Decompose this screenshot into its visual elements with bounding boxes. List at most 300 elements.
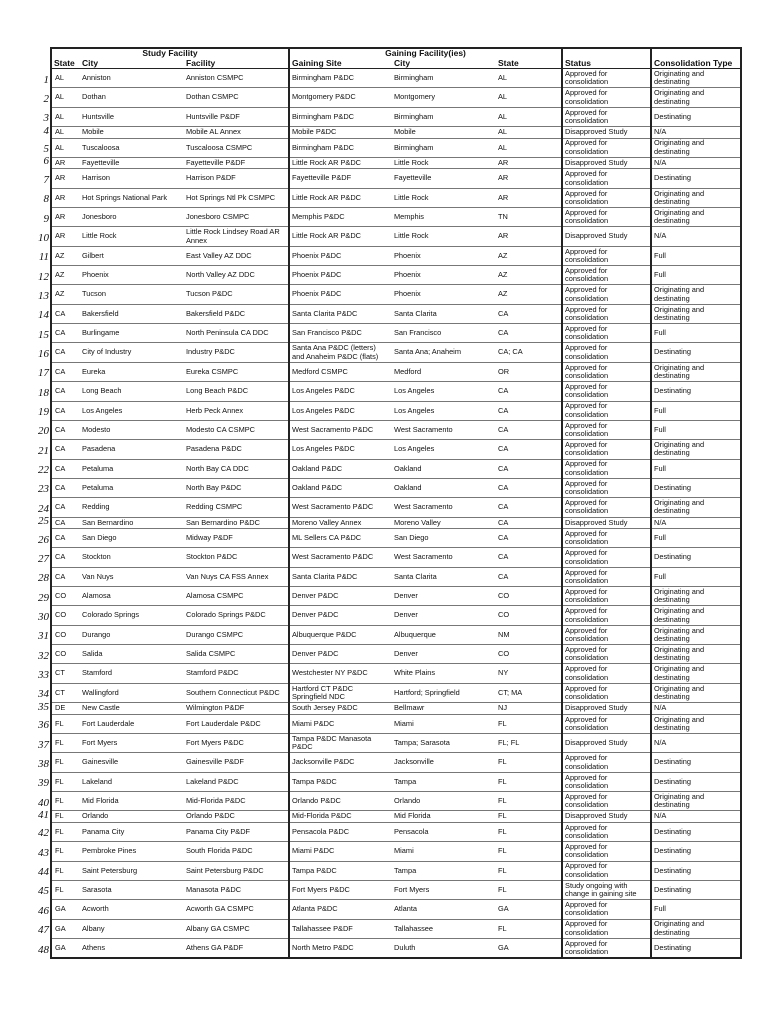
status-cell: Disapproved Study (562, 517, 651, 529)
gaining-state-cell: CT; MA (496, 683, 562, 702)
city-cell: Harrison (80, 169, 184, 188)
city-cell: Panama City (80, 822, 184, 841)
state-cell: AL (51, 138, 80, 157)
facility-cell: Anniston CSMPC (184, 69, 289, 88)
consolidation-type-cell: Full (651, 266, 741, 285)
status-cell: Approved for consolidation (562, 587, 651, 606)
city-cell: Gilbert (80, 246, 184, 265)
table-row (51, 880, 741, 899)
status-cell: Approved for consolidation (562, 645, 651, 664)
gaining-state-cell: AL (496, 107, 562, 126)
row-number: 14 (38, 309, 49, 321)
gaining-site-cell: Atlanta P&DC (289, 900, 392, 919)
table-row (51, 304, 741, 323)
gaining-state-cell: CA (496, 498, 562, 517)
gaining-site-cell: Los Angeles P&DC (289, 382, 392, 401)
consolidation-type-cell: Originating and destinating (651, 138, 741, 157)
facility-cell: Van Nuys CA FSS Annex (184, 567, 289, 586)
state-cell: CA (51, 567, 80, 586)
city-cell: Saint Petersburg (80, 861, 184, 880)
consolidation-type-cell: Full (651, 420, 741, 439)
row-number: 44 (38, 866, 49, 878)
status-cell: Approved for consolidation (562, 208, 651, 227)
state-cell: FL (51, 792, 80, 811)
gaining-city-cell: Mid Florida (392, 811, 496, 823)
gaining-site-cell: Little Rock AR P&DC (289, 227, 392, 246)
state-cell: AR (51, 208, 80, 227)
status-cell: Disapproved Study (562, 227, 651, 246)
facility-cell: Colorado Springs P&DC (184, 606, 289, 625)
city-cell: Modesto (80, 420, 184, 439)
consolidation-type-cell: Destinating (651, 169, 741, 188)
table-row (51, 478, 741, 497)
row-number: 12 (38, 271, 49, 283)
gaining-site-cell: Memphis P&DC (289, 208, 392, 227)
gaining-site-cell: Miami P&DC (289, 842, 392, 861)
facility-cell: San Bernardino P&DC (184, 517, 289, 529)
consolidation-table (50, 47, 742, 959)
city-cell: Gainesville (80, 753, 184, 772)
facility-cell: Alamosa CSMPC (184, 587, 289, 606)
gaining-city-cell: Atlanta (392, 900, 496, 919)
gaining-city-cell: Santa Ana; Anaheim (392, 343, 496, 362)
gaining-site-cell: Pensacola P&DC (289, 822, 392, 841)
city-cell: San Bernardino (80, 517, 184, 529)
gaining-state-header: State (496, 58, 562, 69)
consolidation-type-cell: Full (651, 324, 741, 343)
row-number: 47 (38, 924, 49, 936)
gaining-state-cell: CA (496, 529, 562, 548)
row-number: 40 (38, 797, 49, 809)
facility-cell: Fort Myers P&DC (184, 734, 289, 753)
gaining-state-cell: TN (496, 208, 562, 227)
city-cell: Dothan (80, 88, 184, 107)
status-cell: Approved for consolidation (562, 567, 651, 586)
table-row (51, 792, 741, 811)
city-cell: Orlando (80, 811, 184, 823)
state-cell: FL (51, 880, 80, 899)
table-body (51, 69, 741, 959)
table-row (51, 753, 741, 772)
status-cell: Study ongoing with change in gaining site (562, 880, 651, 899)
city-cell: Sarasota (80, 880, 184, 899)
gaining-state-cell: AR (496, 157, 562, 169)
row-number: 26 (38, 534, 49, 546)
consolidation-type-cell: N/A (651, 811, 741, 823)
gaining-site-cell: Santa Clarita P&DC (289, 567, 392, 586)
facility-cell: South Florida P&DC (184, 842, 289, 861)
state-cell: FL (51, 822, 80, 841)
city-cell: Los Angeles (80, 401, 184, 420)
consolidation-type-cell: N/A (651, 703, 741, 715)
city-cell: Mid Florida (80, 792, 184, 811)
status-cell: Approved for consolidation (562, 246, 651, 265)
gaining-state-cell: AR (496, 188, 562, 207)
row-number: 19 (38, 406, 49, 418)
city-cell: Fort Lauderdale (80, 714, 184, 733)
gaining-city-cell: Tampa (392, 772, 496, 791)
status-cell: Approved for consolidation (562, 420, 651, 439)
facility-cell: Eureka CSMPC (184, 362, 289, 381)
table-row (51, 683, 741, 702)
facility-cell: Bakersfield P&DC (184, 304, 289, 323)
status-cell: Approved for consolidation (562, 107, 651, 126)
city-cell: Eureka (80, 362, 184, 381)
gaining-state-cell: FL (496, 753, 562, 772)
city-cell: Van Nuys (80, 567, 184, 586)
city-cell: Little Rock (80, 227, 184, 246)
gaining-site-cell: Fort Myers P&DC (289, 880, 392, 899)
state-cell: CT (51, 664, 80, 683)
gaining-city-cell: White Plains (392, 664, 496, 683)
facility-cell: Industry P&DC (184, 343, 289, 362)
gaining-state-cell: NJ (496, 703, 562, 715)
gaining-state-cell: CA (496, 382, 562, 401)
facility-cell: Wilmington P&DF (184, 703, 289, 715)
row-number: 7 (43, 174, 49, 186)
consolidation-type-cell: Full (651, 246, 741, 265)
status-cell: Approved for consolidation (562, 169, 651, 188)
row-number: 10 (38, 232, 49, 244)
state-cell: FL (51, 734, 80, 753)
gaining-state-cell: FL; FL (496, 734, 562, 753)
row-number: 34 (38, 688, 49, 700)
column-header-row (51, 58, 741, 69)
city-cell: Wallingford (80, 683, 184, 702)
gaining-state-cell: CA; CA (496, 343, 562, 362)
state-cell: CA (51, 401, 80, 420)
gaining-state-cell: CA (496, 401, 562, 420)
gaining-state-cell: CA (496, 324, 562, 343)
row-number: 45 (38, 885, 49, 897)
consolidation-type-cell: Destinating (651, 861, 741, 880)
city-cell: Colorado Springs (80, 606, 184, 625)
gaining-city-cell: Phoenix (392, 266, 496, 285)
gaining-state-cell: CO (496, 587, 562, 606)
consolidation-type-cell: N/A (651, 227, 741, 246)
facility-cell: North Bay CA DDC (184, 459, 289, 478)
gaining-state-cell: CO (496, 645, 562, 664)
status-cell: Disapproved Study (562, 703, 651, 715)
gaining-site-cell: Westchester NY P&DC (289, 664, 392, 683)
facility-cell: North Valley AZ DDC (184, 266, 289, 285)
consolidation-type-cell: Originating and destinating (651, 362, 741, 381)
consolidation-type-cell: Originating and destinating (651, 606, 741, 625)
consolidation-type-cell: Full (651, 459, 741, 478)
gaining-site-cell: Albuquerque P&DC (289, 625, 392, 644)
status-cell: Approved for consolidation (562, 625, 651, 644)
state-cell: CA (51, 304, 80, 323)
status-cell: Approved for consolidation (562, 362, 651, 381)
gaining-site-cell: Tampa P&DC (289, 861, 392, 880)
city-cell: Stockton (80, 548, 184, 567)
status-cell: Approved for consolidation (562, 919, 651, 938)
group-header-row (51, 48, 741, 58)
gaining-state-cell: CA (496, 440, 562, 459)
status-cell: Disapproved Study (562, 734, 651, 753)
table-row (51, 266, 741, 285)
state-cell: CA (51, 362, 80, 381)
state-cell: AR (51, 188, 80, 207)
status-cell: Disapproved Study (562, 157, 651, 169)
gaining-site-cell: Montgomery P&DC (289, 88, 392, 107)
state-cell: CA (51, 529, 80, 548)
city-cell: Stamford (80, 664, 184, 683)
gaining-site-cell: Los Angeles P&DC (289, 401, 392, 420)
table-row (51, 246, 741, 265)
gaining-site-cell: West Sacramento P&DC (289, 420, 392, 439)
gaining-site-cell: West Sacramento P&DC (289, 498, 392, 517)
gaining-city-cell: Orlando (392, 792, 496, 811)
gaining-site-cell: Denver P&DC (289, 606, 392, 625)
city-cell: San Diego (80, 529, 184, 548)
gaining-state-cell: AZ (496, 246, 562, 265)
table-row (51, 127, 741, 139)
city-cell: Petaluma (80, 478, 184, 497)
consolidation-type-cell: Originating and destinating (651, 208, 741, 227)
table-row (51, 606, 741, 625)
facility-cell: North Bay P&DC (184, 478, 289, 497)
status-cell: Approved for consolidation (562, 772, 651, 791)
row-number: 46 (38, 905, 49, 917)
facility-cell: Tucson P&DC (184, 285, 289, 304)
gaining-site-cell: Los Angeles P&DC (289, 440, 392, 459)
state-cell: AR (51, 169, 80, 188)
row-number: 41 (38, 809, 49, 821)
consolidation-type-cell: Originating and destinating (651, 69, 741, 88)
row-number: 13 (38, 290, 49, 302)
consolidation-type-cell: N/A (651, 127, 741, 139)
state-cell: AR (51, 227, 80, 246)
table-row (51, 440, 741, 459)
state-cell: AL (51, 69, 80, 88)
gaining-city-cell: Miami (392, 842, 496, 861)
gaining-site-cell: Hartford CT P&DC Springfield NDC (289, 683, 392, 702)
city-cell: Athens (80, 938, 184, 958)
consolidation-type-cell: Destinating (651, 107, 741, 126)
gaining-city-cell: Birmingham (392, 138, 496, 157)
gaining-site-cell: Medford CSMPC (289, 362, 392, 381)
row-number: 4 (43, 125, 49, 137)
gaining-city-cell: Denver (392, 587, 496, 606)
gaining-site-cell: Tampa P&DC (289, 772, 392, 791)
status-cell: Approved for consolidation (562, 382, 651, 401)
status-cell: Approved for consolidation (562, 842, 651, 861)
consolidation-type-cell: Destinating (651, 753, 741, 772)
consolidation-type-cell: Full (651, 567, 741, 586)
state-cell: CA (51, 498, 80, 517)
state-cell: CO (51, 625, 80, 644)
consolidation-type-cell: Full (651, 529, 741, 548)
table-row (51, 625, 741, 644)
gaining-state-cell: FL (496, 772, 562, 791)
city-cell: Burlingame (80, 324, 184, 343)
table-row (51, 208, 741, 227)
gaining-state-cell: CA (496, 459, 562, 478)
gaining-city-cell: West Sacramento (392, 420, 496, 439)
facility-cell: Panama City P&DF (184, 822, 289, 841)
status-cell: Approved for consolidation (562, 529, 651, 548)
facility-cell: Pasadena P&DC (184, 440, 289, 459)
gaining-state-cell: AL (496, 69, 562, 88)
city-cell: Anniston (80, 69, 184, 88)
gaining-city-cell: Los Angeles (392, 401, 496, 420)
consolidation-type-cell: Destinating (651, 842, 741, 861)
table-row (51, 919, 741, 938)
gaining-city-cell: Denver (392, 606, 496, 625)
gaining-city-cell: Phoenix (392, 285, 496, 304)
city-cell: Fayetteville (80, 157, 184, 169)
consolidation-type-cell: Originating and destinating (651, 587, 741, 606)
status-cell: Approved for consolidation (562, 266, 651, 285)
gaining-state-cell: CA (496, 517, 562, 529)
facility-cell: Mid-Florida P&DC (184, 792, 289, 811)
row-number: 42 (38, 827, 49, 839)
city-cell: Bakersfield (80, 304, 184, 323)
gaining-city-cell: West Sacramento (392, 548, 496, 567)
gaining-site-cell: Oakland P&DC (289, 478, 392, 497)
city-cell: Jonesboro (80, 208, 184, 227)
gaining-site-cell: Little Rock AR P&DC (289, 157, 392, 169)
row-number: 28 (38, 572, 49, 584)
table-row (51, 138, 741, 157)
state-cell: CA (51, 382, 80, 401)
gaining-site-cell: South Jersey P&DC (289, 703, 392, 715)
row-number: 43 (38, 847, 49, 859)
table-row (51, 822, 741, 841)
state-cell: GA (51, 900, 80, 919)
state-cell: AL (51, 88, 80, 107)
table-row (51, 714, 741, 733)
state-cell: CO (51, 606, 80, 625)
gaining-state-cell: GA (496, 938, 562, 958)
status-cell: Approved for consolidation (562, 683, 651, 702)
facility-cell: Fort Lauderdale P&DC (184, 714, 289, 733)
facility-cell: Herb Peck Annex (184, 401, 289, 420)
gaining-state-cell: AR (496, 169, 562, 188)
status-cell: Disapproved Study (562, 811, 651, 823)
gaining-state-cell: FL (496, 811, 562, 823)
city-cell: New Castle (80, 703, 184, 715)
consolidation-type-cell: Destinating (651, 548, 741, 567)
table-row (51, 459, 741, 478)
consolidation-type-cell: N/A (651, 517, 741, 529)
facility-cell: Saint Petersburg P&DC (184, 861, 289, 880)
facility-cell: Little Rock Lindsey Road AR Annex (184, 227, 289, 246)
row-number: 22 (38, 464, 49, 476)
gaining-site-cell: Moreno Valley Annex (289, 517, 392, 529)
status-cell: Approved for consolidation (562, 343, 651, 362)
facility-cell: Orlando P&DC (184, 811, 289, 823)
consolidation-type-cell: Originating and destinating (651, 304, 741, 323)
facility-cell: Manasota P&DC (184, 880, 289, 899)
gaining-city-cell: Fayetteville (392, 169, 496, 188)
status-cell: Approved for consolidation (562, 69, 651, 88)
status-cell: Approved for consolidation (562, 459, 651, 478)
facility-cell: Salida CSMPC (184, 645, 289, 664)
city-cell: Albany (80, 919, 184, 938)
row-number: 33 (38, 669, 49, 681)
state-cell: AR (51, 157, 80, 169)
status-cell: Approved for consolidation (562, 188, 651, 207)
row-number: 30 (38, 611, 49, 623)
state-cell: CO (51, 645, 80, 664)
gaining-city-cell: Little Rock (392, 227, 496, 246)
row-number: 23 (38, 483, 49, 495)
gaining-site-header: Gaining Site (289, 58, 392, 69)
city-cell: Acworth (80, 900, 184, 919)
consolidation-type-cell: Destinating (651, 880, 741, 899)
row-number: 39 (38, 777, 49, 789)
gaining-site-cell: Denver P&DC (289, 587, 392, 606)
facility-cell: Acworth GA CSMPC (184, 900, 289, 919)
gaining-site-cell: Tallahassee P&DF (289, 919, 392, 938)
facility-cell: Hot Springs Ntl Pk CSMPC (184, 188, 289, 207)
gaining-site-cell: Jacksonville P&DC (289, 753, 392, 772)
gaining-city-cell: Santa Clarita (392, 567, 496, 586)
row-number: 9 (43, 213, 49, 225)
table-row (51, 362, 741, 381)
table-row (51, 772, 741, 791)
consolidation-type-cell: Originating and destinating (651, 664, 741, 683)
state-cell: AL (51, 127, 80, 139)
gaining-city-cell: Mobile (392, 127, 496, 139)
consolidation-type-cell: Full (651, 900, 741, 919)
row-number: 5 (43, 143, 49, 155)
state-cell: CA (51, 459, 80, 478)
state-cell: GA (51, 919, 80, 938)
status-cell: Approved for consolidation (562, 88, 651, 107)
city-cell: Long Beach (80, 382, 184, 401)
gaining-city-cell: West Sacramento (392, 498, 496, 517)
gaining-city-cell: Duluth (392, 938, 496, 958)
status-cell: Approved for consolidation (562, 304, 651, 323)
facility-cell: Long Beach P&DC (184, 382, 289, 401)
consolidation-type-cell: Originating and destinating (651, 683, 741, 702)
status-cell: Approved for consolidation (562, 753, 651, 772)
state-cell: CA (51, 324, 80, 343)
row-number: 48 (38, 944, 49, 956)
table-row (51, 227, 741, 246)
gaining-city-cell: Montgomery (392, 88, 496, 107)
row-number: 18 (38, 387, 49, 399)
row-number: 1 (43, 74, 49, 86)
table-row (51, 420, 741, 439)
table-row (51, 324, 741, 343)
state-header: State (51, 58, 80, 69)
gaining-state-cell: AL (496, 127, 562, 139)
consolidation-type-cell: Destinating (651, 822, 741, 841)
facility-cell: Jonesboro CSMPC (184, 208, 289, 227)
type-group-spacer (651, 48, 741, 58)
gaining-city-cell: Los Angeles (392, 382, 496, 401)
table-row (51, 567, 741, 586)
city-cell: Petaluma (80, 459, 184, 478)
gaining-state-cell: AL (496, 138, 562, 157)
state-cell: AZ (51, 285, 80, 304)
gaining-site-cell: Birmingham P&DC (289, 69, 392, 88)
table-row (51, 938, 741, 958)
consolidation-type-header: Consolidation Type (651, 58, 741, 69)
gaining-state-cell: FL (496, 792, 562, 811)
city-cell: Tuscaloosa (80, 138, 184, 157)
status-cell: Approved for consolidation (562, 822, 651, 841)
row-number: 27 (38, 553, 49, 565)
status-cell: Approved for consolidation (562, 900, 651, 919)
gaining-city-cell: Oakland (392, 459, 496, 478)
status-cell: Approved for consolidation (562, 606, 651, 625)
gaining-city-cell: San Francisco (392, 324, 496, 343)
